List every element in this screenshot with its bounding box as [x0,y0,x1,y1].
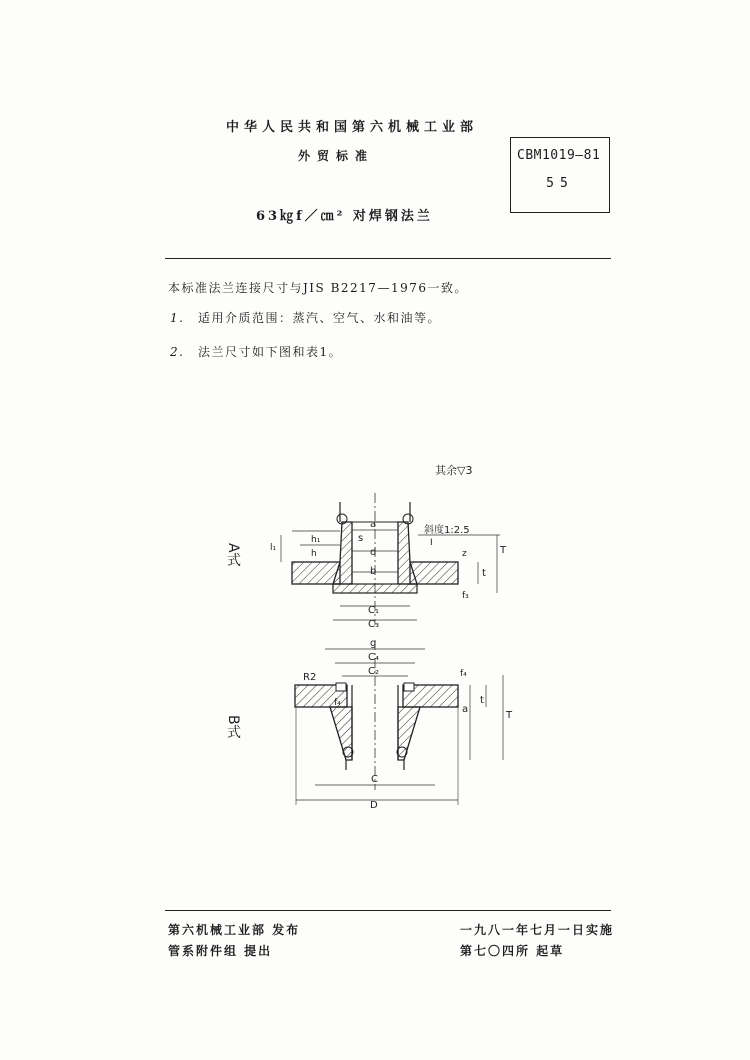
a-label-C1: C₁ [368,605,379,616]
b-label-f4-left: f₄ [334,698,341,708]
document-title: 63㎏f／㎝² 对焊钢法兰 [256,209,433,224]
standard-code: CBM1019—81 [517,148,601,163]
a-label-l1: l₁ [270,543,277,553]
standard-category: 外贸标准 [298,149,375,163]
a-label-h: h [311,549,317,559]
standard-number-box [510,137,610,213]
b-label-C2: C₂ [368,666,379,677]
b-hub-left [330,707,352,760]
header-divider [165,258,611,259]
intro-text: 本标准法兰连接尺寸与JIS B2217—1976一致。 [168,281,468,295]
a-slope: 斜度1:2.5 [424,525,470,536]
clause-1-number: 1. [170,311,185,325]
a-label-T: T [500,545,507,556]
roughness-note: 其余▽3 [435,464,473,477]
a-label-h1: h₁ [311,535,321,545]
a-raised-face [333,584,417,593]
clause-1 [170,309,441,326]
b-label-T: T [506,710,513,721]
clause-1-text: 适用介质范围：蒸汽、空气、水和油等。 [198,311,442,325]
a-hub-right [398,522,417,584]
a-label-b: b [370,566,377,577]
b-groove-right [404,683,414,691]
a-label-t: t [482,568,486,579]
a-label-s: s [358,533,364,544]
a-label-C3: C₃ [368,619,379,630]
a-flange-right [410,562,458,584]
a-flange-left [292,562,340,584]
a-label-z: z [462,549,467,559]
b-hub-right [398,707,420,760]
a-label-a: a [370,519,377,530]
page-number: 55 [546,176,574,191]
footer-issuer: 第六机械工业部 发布 [168,923,301,937]
b-label-f4: f₄ [460,669,467,679]
b-label-a: a [462,704,469,715]
b-label-D: D [370,800,378,811]
footer-proposer: 管系附件组 提出 [168,944,273,958]
clause-2-number: 2. [170,345,185,359]
b-label-t: t [480,695,484,706]
footer-drafter: 第七〇四所 起草 [460,944,565,958]
b-label-C: C [371,774,378,785]
view-a-label: A式 [225,543,241,567]
footer-effective-date: 一九八一年七月一日实施 [460,923,615,937]
ministry-name: 中华人民共和国第六机械工业部 [226,120,479,135]
a-label-f3: f₃ [462,591,469,601]
view-b-label: B式 [225,715,241,739]
a-label-i: I [430,538,433,548]
footer-divider [165,910,611,911]
a-label-d: d [370,547,377,558]
b-label-g: g [370,638,377,649]
b-label-R2: R2 [303,672,317,683]
clause-2-text: 法兰尺寸如下图和表1。 [198,345,343,359]
clause-2 [170,343,342,360]
flange-drawing [200,455,520,815]
b-label-C4: C₄ [368,652,379,663]
b-groove-left [336,683,346,691]
